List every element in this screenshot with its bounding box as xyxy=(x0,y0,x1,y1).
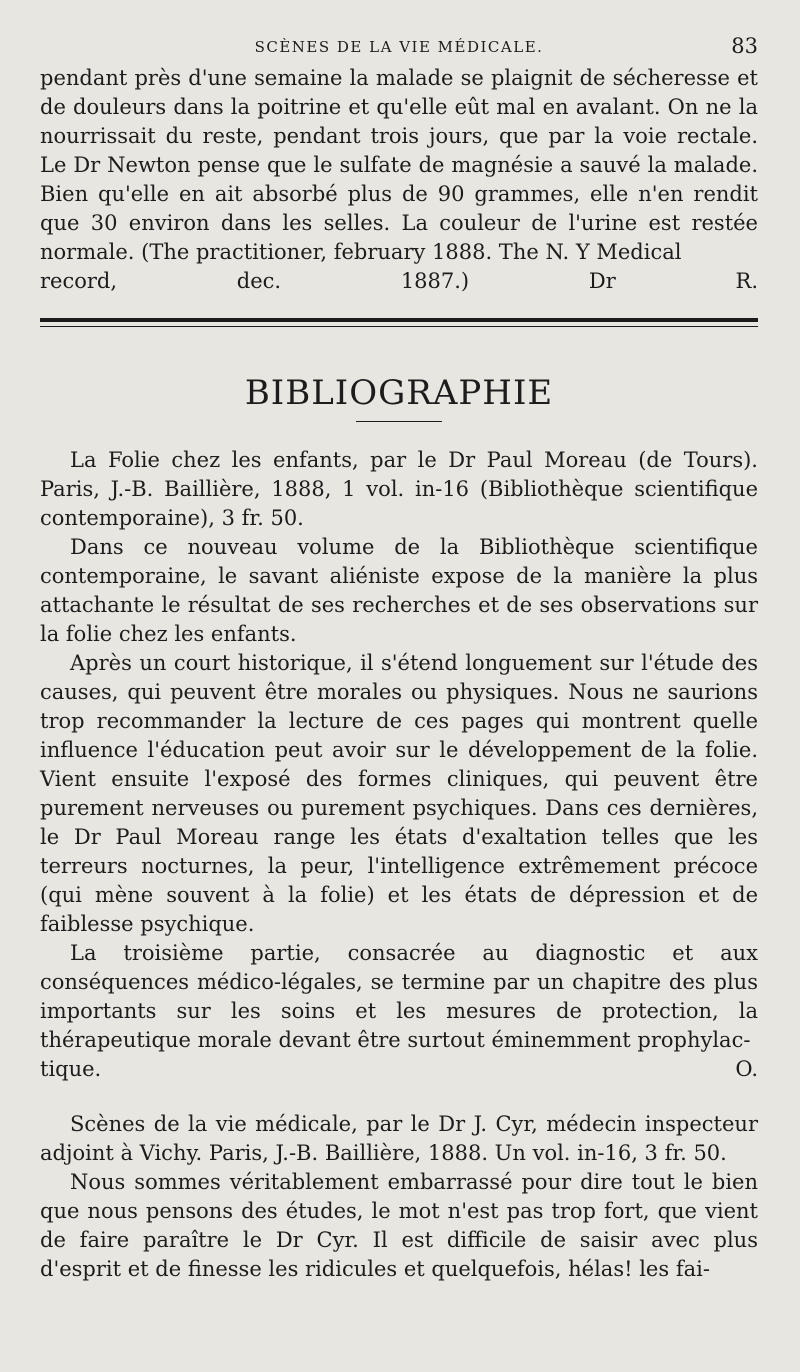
review2-citation: Scènes de la vie médicale, par le Dr J. Cyr, médecin inspecteur adjoint à Vichy. Paris, J.-B. Baillière, 1888. Un vol. in-16, 3 fr. 50. xyxy=(40,1112,758,1165)
review1-signature: O. xyxy=(735,1057,758,1081)
title-underline xyxy=(356,421,442,422)
review1-paragraph-1: Dans ce nouveau volume de la Bibliothèque scientifique contemporaine, le savant aliéniste expose de la manière la plus attachante le résultat de ses recherches et de ses observations sur la folie chez les enfants. xyxy=(40,535,758,646)
running-head xyxy=(40,34,758,64)
running-title: SCÈNES DE LA VIE MÉDICALE. xyxy=(254,38,544,56)
top-paragraph: pendant près d'une semaine la malade se plaignit de sécheresse et de douleurs dans la poitrine et qu'elle eût mal en avalant. On ne la nourrissait du reste, pendant trois jours, que par la voie rectale. Le Dr Newton pense que le sulfate de magnésie a sauvé la malade. Bien qu'elle en ait absorbé plus de 90 grammes, elle n'en rendit que 30 environ dans les selles. La couleur de l'urine est restée normale. (The practitioner, february 1888. The N. Y Medical xyxy=(40,66,758,264)
page-number: 83 xyxy=(731,34,758,58)
review2-paragraph-1: Nous sommes véritablement embarrassé pour dire tout le bien que nous pensons des études, le mot n'est pas trop fort, que vient de faire paraître le Dr Cyr. Il est difficile de saisir avec plus d'esprit et de finesse les ridicules et quelquefois, hélas! les fai- xyxy=(40,1170,758,1281)
rule-thick xyxy=(40,318,758,322)
review1-citation: La Folie chez les enfants, par le Dr Paul Moreau (de Tours). Paris, J.-B. Baillière, 1888, 1 vol. in-16 (Bibliothèque scientifique contemporaine), 3 fr. 50. xyxy=(40,448,758,530)
section-title: BIBLIOGRAPHIE xyxy=(244,373,554,413)
rule-thin xyxy=(40,326,758,327)
review1-closing: tique. xyxy=(40,1057,102,1081)
review1-paragraph-3: La troisième partie, consacrée au diagnostic et aux conséquences médico-légales, se termine par un chapitre des plus importants sur les soins et les mesures de protection, la thérapeutique morale devant être surtout éminemment prophylac- xyxy=(40,941,758,1052)
top-paragraph-last-line xyxy=(40,267,758,296)
section-gap xyxy=(40,1084,758,1110)
double-rule xyxy=(40,318,758,327)
review1-paragraph-2: Après un court historique, il s'étend longuement sur l'étude des causes, qui peuvent être morales ou physiques. Nous ne saurions trop recommander la lecture de ces pages qui montrent quelle influence l'éducation peut avoir sur le développement de la folie. Vient ensuite l'exposé des formes cliniques, qui peuvent être purement nerveuses ou purement psychiques. Dans ces dernières, le Dr Paul Moreau range les états d'exaltation telles que les terreurs nocturnes, la peur, l'intelligence extrêmement précoce (qui mène souvent à la folie) et les états de dépression et de faiblesse psychique. xyxy=(40,651,758,936)
review1-last-line xyxy=(40,1055,758,1084)
top-signature: Dr R. xyxy=(588,269,758,293)
top-paragraph-closing: record, dec. 1887.) xyxy=(40,269,470,293)
